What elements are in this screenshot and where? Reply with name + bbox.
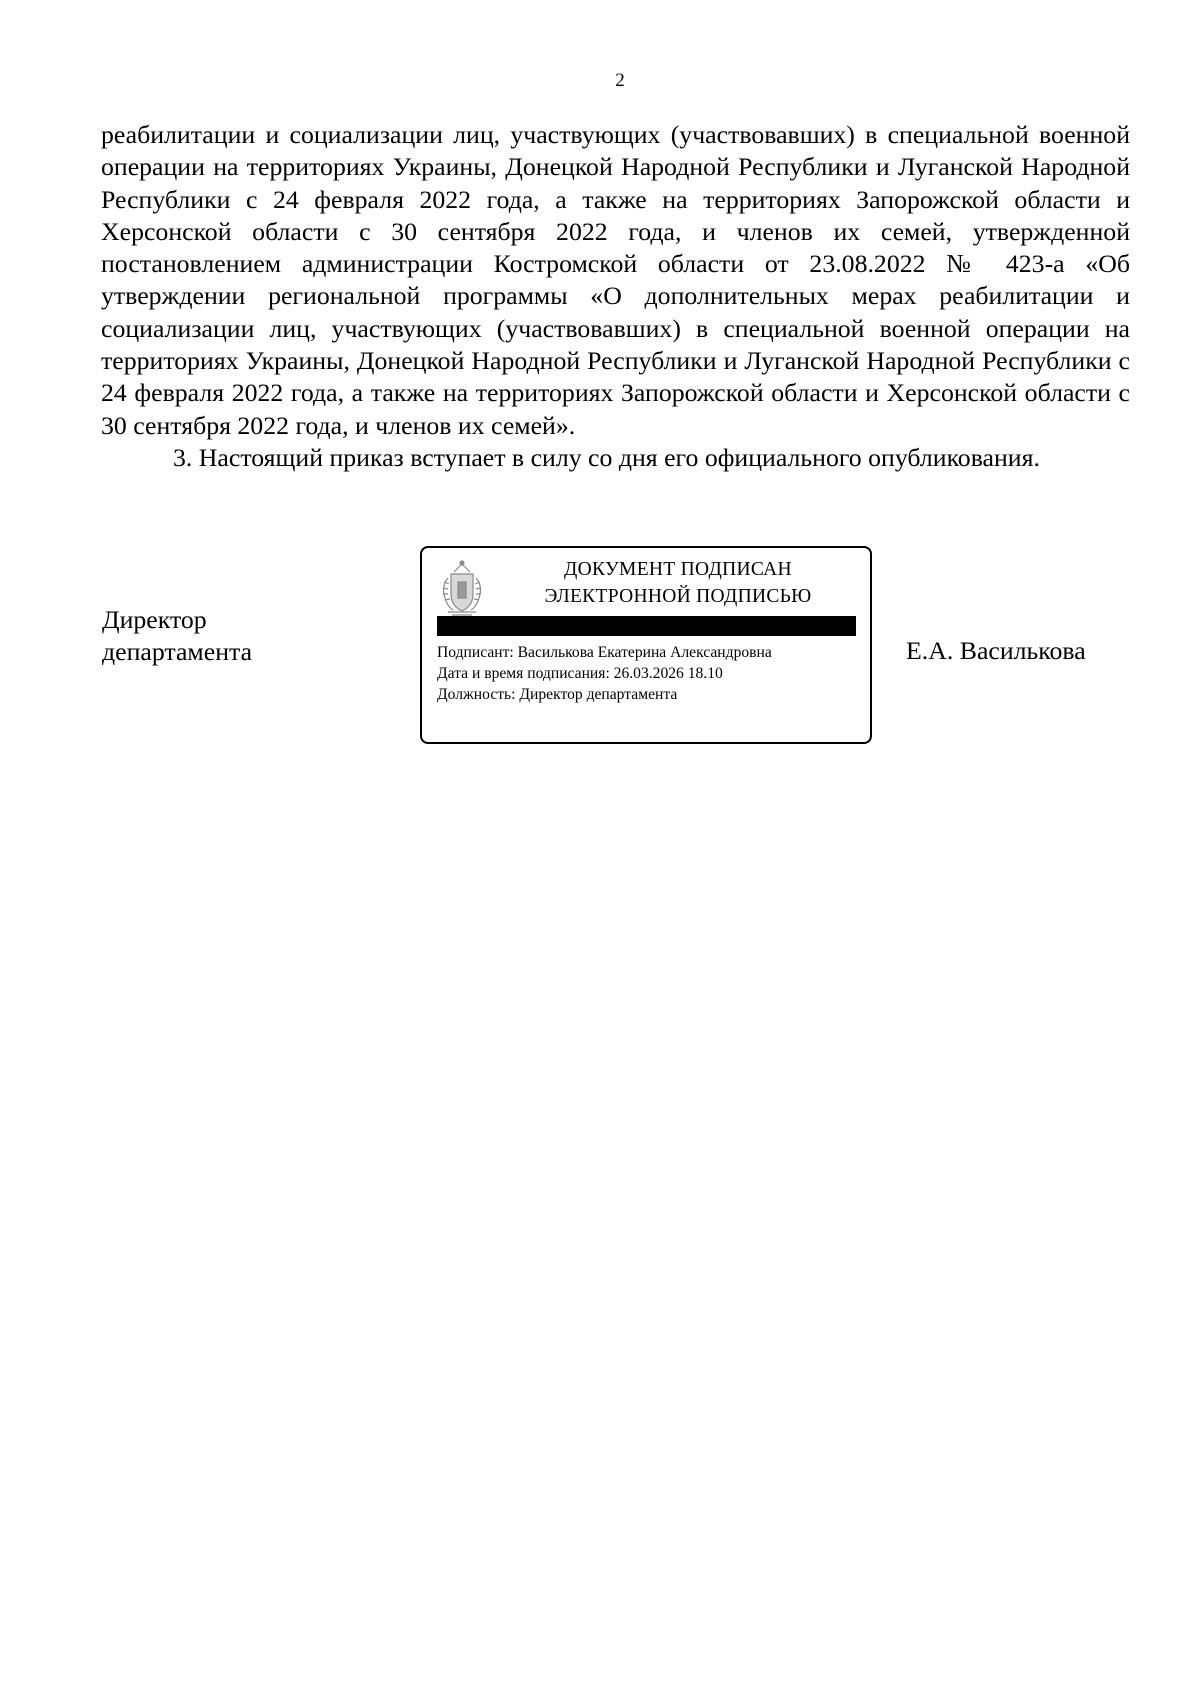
stamp-title-line-2: ЭЛЕКТРОННОЙ ПОДПИСЬЮ xyxy=(544,586,812,607)
signatory-name: Е.А. Василькова xyxy=(906,636,1086,665)
electronic-signature-stamp xyxy=(420,546,872,744)
page-number: 2 xyxy=(615,70,625,91)
document-body xyxy=(101,119,1130,474)
certificate-redaction-bar xyxy=(437,616,856,636)
body-paragraph-effective-date: 3. Настоящий приказ вступает в силу со дня его официального опубликования. xyxy=(173,442,1040,472)
signatory-title xyxy=(102,604,252,668)
stamp-title xyxy=(492,556,864,610)
stamp-details xyxy=(437,642,772,705)
signatory-title-line-1: Директор xyxy=(102,605,207,634)
stamp-title-line-1: ДОКУМЕНТ ПОДПИСАН xyxy=(564,559,792,580)
coat-of-arms-icon xyxy=(436,558,488,618)
stamp-signer: Подписант: Василькова Екатерина Александровна xyxy=(437,644,772,661)
signatory-title-line-2: департамента xyxy=(102,637,253,666)
stamp-position: Должность: Директор департамента xyxy=(437,686,678,703)
body-paragraph: реабилитации и социализации лиц, участвующих (участвовавших) в специальной военной операции на территориях Украины, Донецкой Народной Республики и Луганской Народной Республики с 24 февраля 2022 года, а также на территориях Запорожской области и Херсонской области с 30 сентября 2022 года, и членов их семей, утвержденной постановлением администрации Костромской области от 23.08.2022 № 423-а «Об утверждении региональной программы «О дополнительных мерах реабилитации и социализации лиц, участвующих (участвовавших) в специальной военной операции на территориях Украины, Донецкой Народной Республики и Луганской Народной Республики с 24 февраля 2022 года, а также на территориях Запорожской области и Херсонской области с 30 сентября 2022 года, и членов их семей». xyxy=(101,120,1130,440)
stamp-datetime: Дата и время подписания: 26.03.2026 18.10 xyxy=(437,665,723,682)
